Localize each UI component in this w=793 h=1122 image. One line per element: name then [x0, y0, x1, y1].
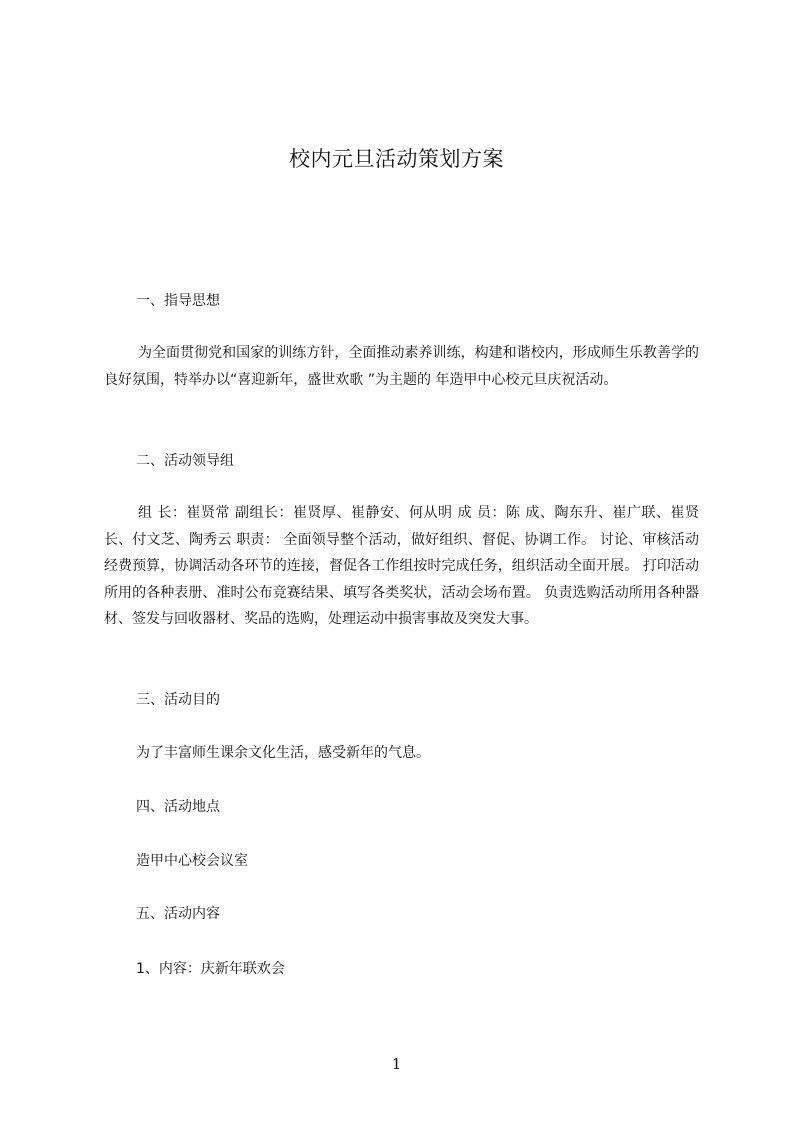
section-heading-purpose: 三、活动目的 [136, 692, 220, 708]
guiding-ideology-paragraph: 为全面贯彻党和国家的训练方针，全面推动素养训练，构建和谐校内，形成师生乐教善学的良好氛围，特举办以“喜迎新年，盛世欢歌 ”为主题的 年造甲中心校元旦庆祝活动。 [104, 345, 699, 388]
document-title: 校内元旦活动策划方案 [289, 147, 504, 171]
section-heading-location: 四、活动地点 [136, 799, 220, 815]
section-heading-leadership-group: 二、活动领导组 [136, 453, 234, 469]
section-heading-guiding-ideology: 一、指导思想 [136, 293, 220, 309]
page-number: 1 [391, 1055, 402, 1073]
leadership-group-paragraph: 组 长：崔贤常 副组长：崔贤厚、崔静安、何从明 成 员：陈 成、陶东升、崔广联、崔贤长、付文芝、陶秀云 职责： 全面领导整个活动，做好组织、督促、协调工作。 讨论、审核活动经费预算，协调活动各环节的连接，督促各工作组按时完成任务，组织活动全面开展。 打印活动所用的各种表册、准时公布竞赛结果、填写各类奖状，活动会场布置。 负责选购活动所用各种器材、签发与回收器材、奖品的选购，处理运动中损害事故及突发大事。 [104, 505, 699, 627]
location-text: 造甲中心校会议室 [136, 853, 248, 869]
section-heading-content: 五、活动内容 [136, 906, 220, 922]
purpose-text: 为了丰富师生课余文化生活，感受新年的气息。 [136, 745, 430, 761]
content-item: 1、内容：庆新年联欢会 [136, 961, 285, 977]
